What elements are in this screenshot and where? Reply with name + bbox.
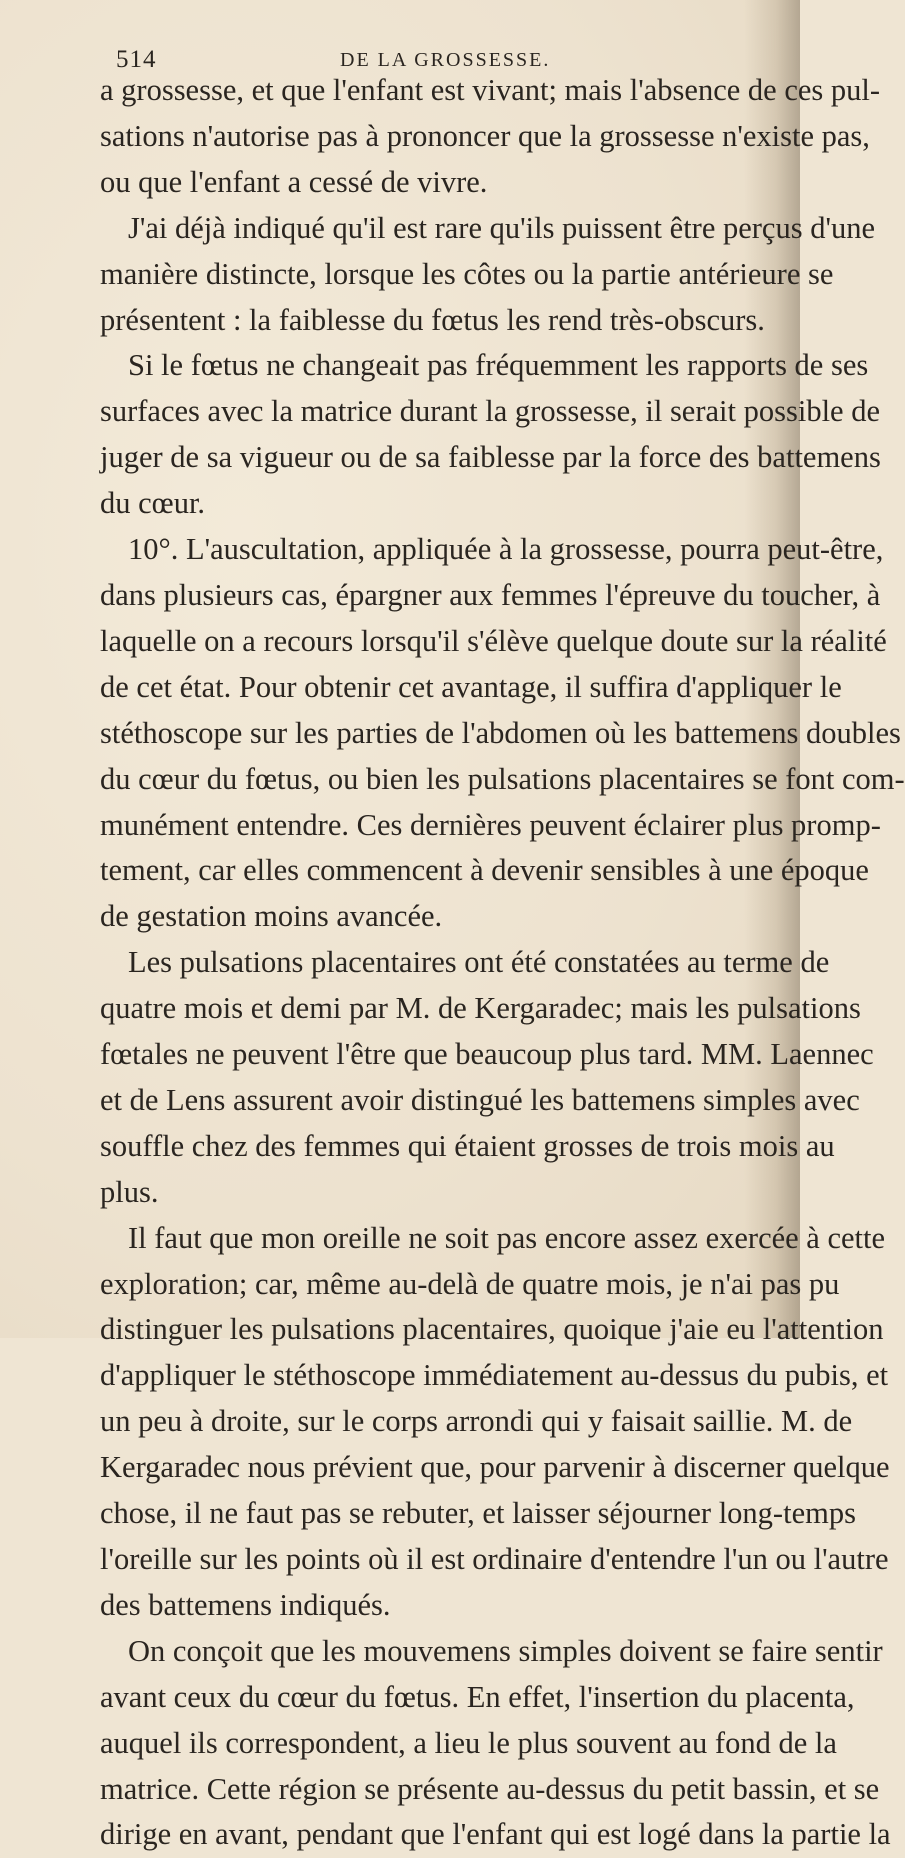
text-line: J'ai déjà indiqué qu'il est rare qu'ils puissent être perçus d'une bbox=[128, 210, 875, 245]
text-line: et de Lens assurent avoir distingué les battemens simples avec bbox=[100, 1082, 860, 1117]
text-line: plus. bbox=[100, 1174, 159, 1209]
text-line: stéthoscope sur les parties de l'abdomen où les battemens doubles bbox=[100, 715, 901, 750]
text-line: dans plusieurs cas, épargner aux femmes l'épreuve du toucher, à bbox=[100, 577, 881, 612]
text-line: du cœur du fœtus, ou bien les pulsations placentaires se font com- bbox=[100, 761, 905, 796]
page-number: 514 bbox=[116, 46, 157, 73]
text-line: exploration; car, même au-delà de quatre mois, je n'ai pas pu bbox=[100, 1266, 840, 1301]
text-line: présentent : la faiblesse du fœtus les rend très-obscurs. bbox=[100, 302, 765, 337]
text-line: munément entendre. Ces dernières peuvent éclairer plus promp- bbox=[100, 807, 881, 842]
paragraph bbox=[100, 1216, 890, 1629]
text-line: On conçoit que les mouvemens simples doivent se faire sentir bbox=[128, 1633, 883, 1668]
text-line: un peu à droite, sur le corps arrondi qui y faisait saillie. M. de bbox=[100, 1404, 853, 1439]
text-line: chose, il ne faut pas se rebuter, et laisser séjourner long-temps bbox=[100, 1496, 856, 1531]
text-line: auquel ils correspondent, a lieu le plus souvent au fond de la bbox=[100, 1725, 837, 1760]
text-line: de cet état. Pour obtenir cet avantage, il suffira d'appliquer le bbox=[100, 669, 842, 704]
text-line: Si le fœtus ne changeait pas fréquemment les rapports de ses bbox=[128, 348, 869, 383]
text-line: Les pulsations placentaires ont été constatées au terme de bbox=[128, 945, 830, 980]
text-line: des battemens indiqués. bbox=[100, 1587, 391, 1622]
text-line: avant ceux du cœur du fœtus. En effet, l'insertion du placenta, bbox=[100, 1679, 855, 1714]
paragraph bbox=[100, 527, 905, 940]
text-line: a grossesse, et que l'enfant est vivant; mais l'absence de ces pul- bbox=[100, 73, 881, 107]
paragraph bbox=[100, 940, 874, 1215]
text-line: Il faut que mon oreille ne soit pas encore assez exercée à cette bbox=[128, 1220, 886, 1255]
text-line: Kergaradec nous prévient que, pour parvenir à discerner quelque bbox=[100, 1450, 890, 1485]
text-line: tement, car elles commencent à devenir sensibles à une époque bbox=[100, 853, 869, 888]
text-line: dirige en avant, pendant que l'enfant qui est logé dans la partie la bbox=[100, 1817, 891, 1852]
text-line: fœtales ne peuvent l'être que beaucoup plus tard. MM. Laennec bbox=[100, 1037, 874, 1072]
text-line: du cœur. bbox=[100, 486, 206, 521]
text-line: distinguer les pulsations placentaires, quoique j'aie eu l'attention bbox=[100, 1312, 884, 1347]
paragraph bbox=[100, 1629, 891, 1858]
paragraph bbox=[100, 68, 881, 206]
text-line: laquelle on a recours lorsqu'il s'élève quelque doute sur la réalité bbox=[100, 623, 887, 658]
text-line: matrice. Cette région se présente au-dessus du petit bassin, et se bbox=[100, 1771, 880, 1806]
text-line: juger de sa vigueur ou de sa faiblesse par la force des battemens bbox=[100, 440, 881, 475]
paragraph bbox=[100, 343, 881, 527]
running-head: DE LA GROSSESSE. bbox=[340, 49, 551, 71]
text-line: manière distincte, lorsque les côtes ou la partie antérieure se bbox=[100, 256, 834, 291]
text-line: l'oreille sur les points où il est ordinaire d'entendre l'un ou l'autre bbox=[100, 1542, 889, 1576]
text-line: ou que l'enfant a cessé de vivre. bbox=[100, 164, 488, 199]
text-line: d'appliquer le stéthoscope immédiatement au-dessus du pubis, et bbox=[100, 1358, 889, 1393]
text-line: sations n'autorise pas à prononcer que la grossesse n'existe pas, bbox=[100, 118, 870, 153]
text-line: quatre mois et demi par M. de Kergaradec; mais les pulsations bbox=[100, 991, 861, 1026]
text-line: de gestation moins avancée. bbox=[100, 899, 443, 934]
text-line: surfaces avec la matrice durant la grossesse, il serait possible de bbox=[100, 394, 880, 429]
text-line: 10°. L'auscultation, appliquée à la grossesse, pourra peut-être, bbox=[128, 532, 884, 567]
text-line: souffle chez des femmes qui étaient grosses de trois mois au bbox=[100, 1128, 835, 1163]
paragraph bbox=[100, 206, 875, 344]
body-text bbox=[100, 68, 905, 1858]
